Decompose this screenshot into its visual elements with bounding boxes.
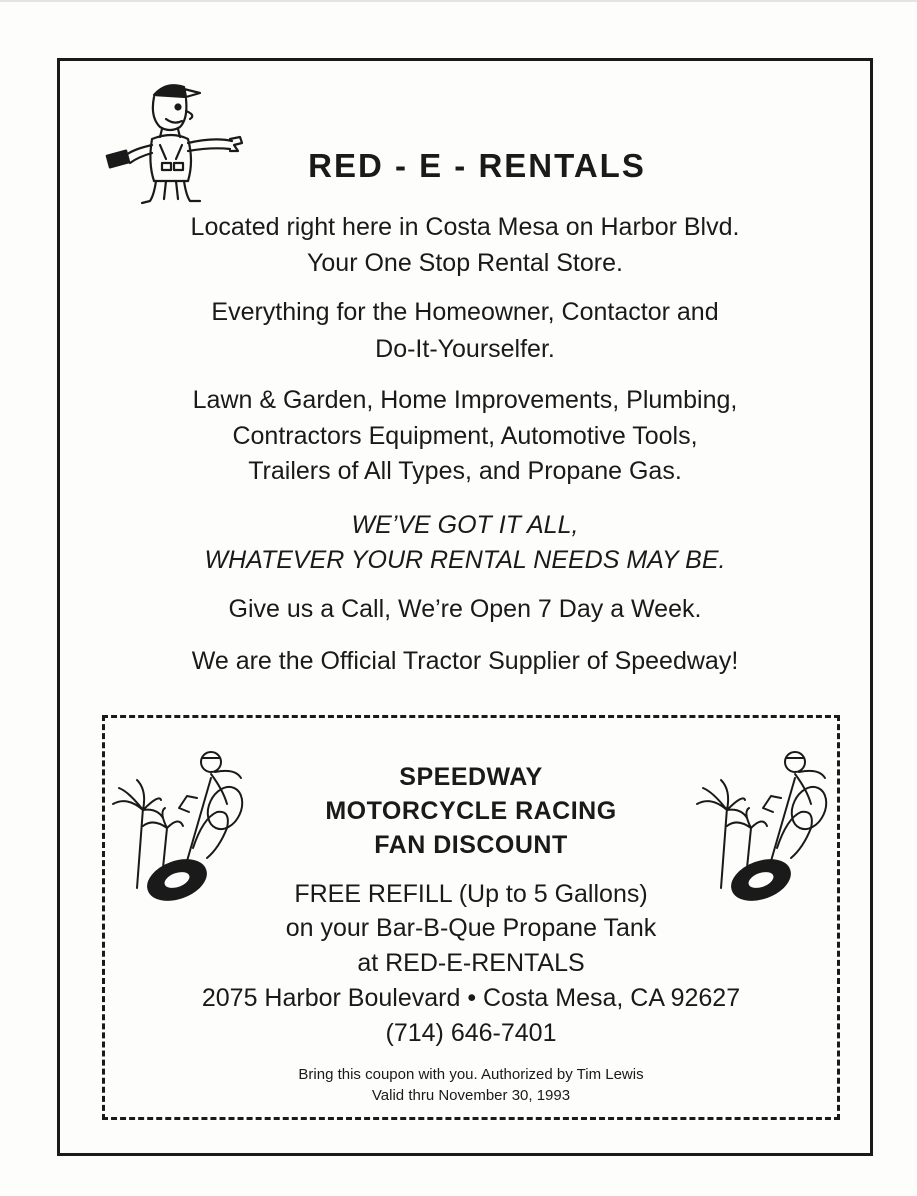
- hours-line: Give us a Call, We’re Open 7 Day a Week.: [228, 595, 702, 623]
- mascot-icon: [104, 73, 244, 213]
- coupon-heading-line-1: SPEEDWAY: [399, 763, 543, 791]
- coupon-heading-line-3: FAN DISCOUNT: [374, 831, 568, 859]
- slogan-line-2: WHATEVER YOUR RENTAL NEEDS MAY BE.: [204, 546, 726, 574]
- products-line-1: Lawn & Garden, Home Improvements, Plumbing,: [192, 386, 738, 414]
- official-supplier-line: We are the Official Tractor Supplier of Speedway!: [191, 647, 739, 675]
- discount-coupon: [102, 715, 840, 1120]
- store-address: 2075 Harbor Boulevard • Costa Mesa, CA 92627: [201, 984, 741, 1012]
- offer-line-2: on your Bar-B-Que Propane Tank: [285, 914, 657, 942]
- ad-frame: [57, 58, 873, 1156]
- location-line-2: Your One Stop Rental Store.: [307, 249, 623, 277]
- coupon-heading: [105, 760, 837, 862]
- coupon-validity: Valid thru November 30, 1993: [371, 1087, 571, 1104]
- coupon-heading-line-2: MOTORCYCLE RACING: [325, 797, 617, 825]
- location-line-1: Located right here in Costa Mesa on Harbor Blvd.: [190, 213, 740, 241]
- store-phone: (714) 646-7401: [385, 1019, 557, 1047]
- products-line-2: Contractors Equipment, Automotive Tools,: [232, 422, 698, 450]
- store-title: RED - E - RENTALS: [308, 147, 646, 184]
- coupon-authorization: Bring this coupon with you. Authorized by Tim Lewis: [298, 1066, 644, 1083]
- offer-line-3: at RED-E-RENTALS: [357, 949, 585, 977]
- audience-line-1: Everything for the Homeowner, Contactor and: [211, 298, 719, 326]
- audience-line-2: Do-It-Yourselfer.: [375, 335, 555, 363]
- offer-line-1: FREE REFILL (Up to 5 Gallons): [294, 880, 648, 908]
- slogan-line-1: WE’VE GOT IT ALL,: [351, 511, 579, 539]
- products-line-3: Trailers of All Types, and Propane Gas.: [248, 457, 682, 485]
